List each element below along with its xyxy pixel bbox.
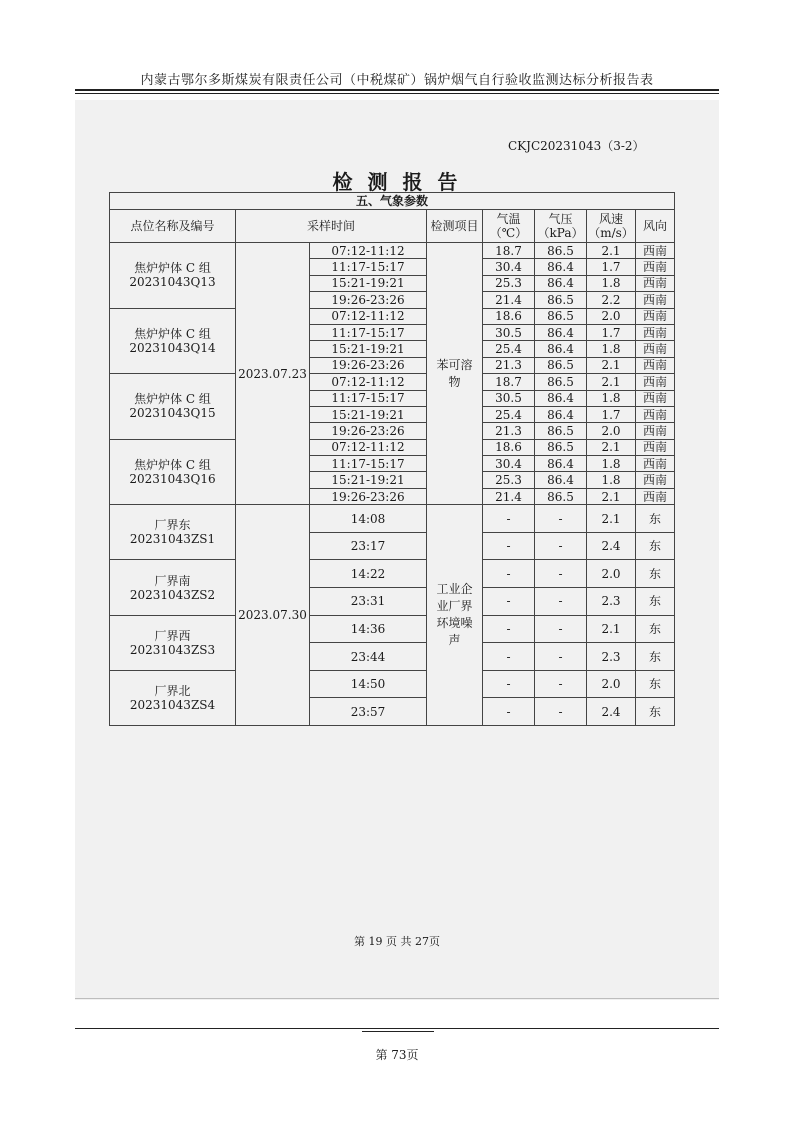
temperature-value: 30.5 — [483, 390, 535, 406]
location-cell — [110, 439, 236, 505]
sampling-time: 14:36 — [310, 615, 427, 643]
location-name: 厂界北 — [154, 683, 191, 698]
pressure-value: 86.5 — [535, 357, 587, 373]
pressure-value: 86.5 — [535, 243, 587, 259]
temperature-value: 18.7 — [483, 374, 535, 390]
pressure-value: 86.5 — [535, 423, 587, 439]
sampling-time: 11:17-15:17 — [310, 324, 427, 340]
header-rule-thin — [75, 93, 719, 94]
sampling-time: 07:12-11:12 — [310, 439, 427, 455]
location-name: 厂界西 — [154, 628, 191, 643]
sampling-time: 07:12-11:12 — [310, 374, 427, 390]
wind-direction-value: 西南 — [636, 292, 675, 308]
wind-speed-value: 2.3 — [587, 588, 636, 616]
location-cell — [110, 670, 236, 725]
location-name: 焦炉炉体 C 组 — [134, 261, 211, 276]
pressure-value: - — [535, 532, 587, 560]
pressure-value: 86.4 — [535, 390, 587, 406]
document-number: CKJC20231043（3-2） — [508, 139, 645, 153]
wind-speed-value: 2.1 — [587, 615, 636, 643]
wind-speed-value: 2.0 — [587, 670, 636, 698]
pressure-value: 86.4 — [535, 324, 587, 340]
wind-direction-value: 西南 — [636, 341, 675, 357]
wind-direction-value: 西南 — [636, 243, 675, 259]
location-cell — [110, 560, 236, 615]
temperature-value: 30.4 — [483, 456, 535, 472]
sampling-time: 19:26-23:26 — [310, 292, 427, 308]
report-title: 检 测 报 告 — [332, 170, 462, 194]
header-rule-thick — [75, 89, 719, 91]
pressure-value: 86.4 — [535, 259, 587, 275]
wind-speed-value: 2.3 — [587, 643, 636, 671]
location-cell — [110, 374, 236, 440]
wind-direction-value: 东 — [636, 615, 675, 643]
pressure-value: 86.5 — [535, 488, 587, 504]
sampling-time: 19:26-23:26 — [310, 423, 427, 439]
pressure-value: - — [535, 588, 587, 616]
temperature-value: - — [483, 560, 535, 588]
wind-direction-value: 西南 — [636, 259, 675, 275]
wind-speed-value: 2.4 — [587, 698, 636, 726]
wind-direction-value: 东 — [636, 560, 675, 588]
temperature-value: - — [483, 588, 535, 616]
sampling-time: 23:17 — [310, 532, 427, 560]
wind-speed-value: 2.1 — [587, 439, 636, 455]
sampling-time: 11:17-15:17 — [310, 259, 427, 275]
sampling-time: 19:26-23:26 — [310, 357, 427, 373]
temperature-value: 25.3 — [483, 472, 535, 488]
location-code: 20231043Q16 — [129, 471, 216, 486]
sampling-time: 14:22 — [310, 560, 427, 588]
pressure-value: 86.4 — [535, 275, 587, 291]
wind-direction-value: 西南 — [636, 357, 675, 373]
location-code: 20231043Q13 — [129, 275, 216, 290]
sampling-time: 15:21-19:21 — [310, 472, 427, 488]
section-title: 五、气象参数 — [110, 193, 675, 210]
table-row — [110, 505, 675, 533]
temperature-value: - — [483, 505, 535, 533]
wind-speed-value: 2.4 — [587, 532, 636, 560]
location-code: 20231043ZS1 — [129, 532, 216, 547]
location-code: 20231043ZS4 — [129, 697, 216, 712]
location-name: 焦炉炉体 C 组 — [134, 457, 211, 472]
temperature-value: 30.5 — [483, 324, 535, 340]
wind-direction-value: 东 — [636, 643, 675, 671]
location-cell — [110, 505, 236, 560]
page-number: 第 73页 — [375, 1048, 419, 1062]
wind-speed-value: 1.8 — [587, 456, 636, 472]
wind-direction-value: 西南 — [636, 406, 675, 422]
wind-speed-value: 1.7 — [587, 259, 636, 275]
wind-direction-value: 西南 — [636, 374, 675, 390]
temperature-value: 21.3 — [483, 423, 535, 439]
wind-direction-value: 东 — [636, 670, 675, 698]
table-row — [110, 615, 675, 643]
wind-direction-value: 西南 — [636, 423, 675, 439]
wind-direction-value: 东 — [636, 588, 675, 616]
sampling-time: 23:31 — [310, 588, 427, 616]
footer-short-rule — [362, 1031, 434, 1032]
sampling-time: 07:12-11:12 — [310, 243, 427, 259]
temperature-value: - — [483, 670, 535, 698]
sampling-time: 14:08 — [310, 505, 427, 533]
location-name: 焦炉炉体 C 组 — [134, 392, 211, 407]
pressure-value: - — [535, 698, 587, 726]
wind-speed-value: 2.0 — [587, 560, 636, 588]
test-item: 工业企业厂界环境噪声 — [427, 505, 483, 726]
sampling-time: 23:44 — [310, 643, 427, 671]
wind-speed-value: 2.1 — [587, 243, 636, 259]
wind-speed-value: 1.7 — [587, 406, 636, 422]
wind-speed-value: 2.1 — [587, 505, 636, 533]
temperature-value: - — [483, 698, 535, 726]
wind-speed-value: 1.8 — [587, 341, 636, 357]
test-item: 苯可溶物 — [427, 243, 483, 505]
pressure-value: 86.5 — [535, 292, 587, 308]
pressure-value: 86.4 — [535, 456, 587, 472]
temperature-value: 21.4 — [483, 292, 535, 308]
temperature-value: 25.3 — [483, 275, 535, 291]
wind-direction-value: 西南 — [636, 275, 675, 291]
pressure-value: 86.5 — [535, 308, 587, 324]
temperature-value: 30.4 — [483, 259, 535, 275]
table-row — [110, 670, 675, 698]
temperature-value: 18.6 — [483, 439, 535, 455]
wind-direction-value: 西南 — [636, 439, 675, 455]
sampling-date: 2023.07.23 — [236, 243, 310, 505]
table-row — [110, 374, 675, 390]
pressure-value: - — [535, 505, 587, 533]
col-header-item: 检测项目 — [427, 210, 483, 243]
pressure-value: - — [535, 560, 587, 588]
col-header-location: 点位名称及编号 — [110, 210, 236, 243]
temperature-value: 21.4 — [483, 488, 535, 504]
table-row — [110, 308, 675, 324]
wind-speed-value: 2.1 — [587, 488, 636, 504]
table-row — [110, 560, 675, 588]
location-code: 20231043ZS2 — [129, 587, 216, 602]
pressure-value: - — [535, 615, 587, 643]
sampling-date: 2023.07.30 — [236, 505, 310, 726]
temperature-value: - — [483, 643, 535, 671]
temperature-value: 18.6 — [483, 308, 535, 324]
pressure-value: 86.4 — [535, 472, 587, 488]
col-header-wind-speed: 风速（m/s） — [587, 210, 636, 243]
document-header-title: 内蒙古鄂尔多斯煤炭有限责任公司（中税煤矿）锅炉烟气自行验收监测达标分析报告表 — [140, 73, 654, 88]
wind-direction-value: 东 — [636, 505, 675, 533]
location-code: 20231043Q14 — [129, 340, 216, 355]
location-name: 焦炉炉体 C 组 — [134, 326, 211, 341]
wind-speed-value: 2.1 — [587, 374, 636, 390]
wind-speed-value: 2.0 — [587, 423, 636, 439]
wind-speed-value: 2.1 — [587, 357, 636, 373]
pressure-value: - — [535, 670, 587, 698]
wind-direction-value: 西南 — [636, 456, 675, 472]
wind-direction-value: 西南 — [636, 324, 675, 340]
report-page-counter: 第 19 页 共 27页 — [354, 935, 440, 948]
wind-direction-value: 东 — [636, 532, 675, 560]
pressure-value: - — [535, 643, 587, 671]
sampling-time: 07:12-11:12 — [310, 308, 427, 324]
wind-direction-value: 西南 — [636, 390, 675, 406]
location-name: 厂界南 — [154, 573, 191, 588]
pressure-value: 86.5 — [535, 374, 587, 390]
wind-direction-value: 西南 — [636, 472, 675, 488]
table-row — [110, 243, 675, 259]
location-code: 20231043ZS3 — [129, 642, 216, 657]
pressure-value: 86.5 — [535, 439, 587, 455]
wind-direction-value: 西南 — [636, 488, 675, 504]
sampling-time: 15:21-19:21 — [310, 406, 427, 422]
location-code: 20231043Q15 — [129, 406, 216, 421]
wind-speed-value: 1.8 — [587, 390, 636, 406]
wind-speed-value: 1.8 — [587, 275, 636, 291]
sampling-time: 14:50 — [310, 670, 427, 698]
col-header-pressure: 气压（kPa） — [535, 210, 587, 243]
wind-direction-value: 西南 — [636, 308, 675, 324]
wind-speed-value: 1.8 — [587, 472, 636, 488]
location-cell — [110, 615, 236, 670]
pressure-value: 86.4 — [535, 406, 587, 422]
location-cell — [110, 243, 236, 309]
meteorological-table — [109, 192, 675, 726]
temperature-value: 25.4 — [483, 406, 535, 422]
temperature-value: 21.3 — [483, 357, 535, 373]
temperature-value: 18.7 — [483, 243, 535, 259]
temperature-value: - — [483, 615, 535, 643]
sampling-time: 23:57 — [310, 698, 427, 726]
wind-speed-value: 2.0 — [587, 308, 636, 324]
sampling-time: 19:26-23:26 — [310, 488, 427, 504]
col-header-sampling-time: 采样时间 — [236, 210, 427, 243]
temperature-value: 25.4 — [483, 341, 535, 357]
footer-rule — [75, 1028, 719, 1029]
sampling-time: 11:17-15:17 — [310, 456, 427, 472]
location-name: 厂界东 — [154, 518, 191, 533]
wind-speed-value: 1.7 — [587, 324, 636, 340]
scanned-page-edge — [75, 998, 719, 999]
sampling-time: 11:17-15:17 — [310, 390, 427, 406]
wind-speed-value: 2.2 — [587, 292, 636, 308]
table-row — [110, 439, 675, 455]
col-header-temperature: 气温（℃） — [483, 210, 535, 243]
wind-direction-value: 东 — [636, 698, 675, 726]
sampling-time: 15:21-19:21 — [310, 275, 427, 291]
location-cell — [110, 308, 236, 374]
pressure-value: 86.4 — [535, 341, 587, 357]
sampling-time: 15:21-19:21 — [310, 341, 427, 357]
col-header-wind-direction: 风向 — [636, 210, 675, 243]
temperature-value: - — [483, 532, 535, 560]
